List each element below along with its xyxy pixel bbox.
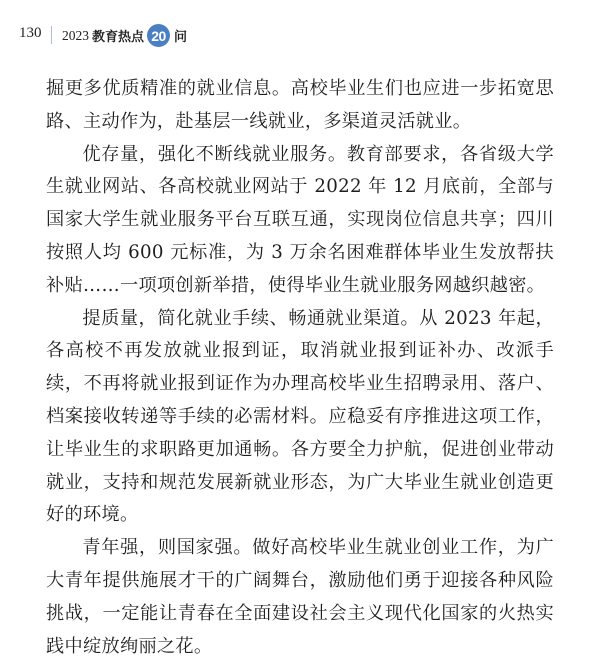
body-text (46, 73, 554, 663)
number-badge: 20 (147, 24, 170, 47)
paragraph-3: 提质量，简化就业手续、畅通就业渠道。从 2023 年起，各高校不再发放就业报到证，取消就业报到证补办、改派手续，不再将就业报到证作为办理高校毕业生招聘录用、落户、档案接收转递等手续的必需材料。应稳妥有序推进这项工作，让毕业生的求职路更加通畅。各方要全力护航，促进创业带动就业，支持和规范发展新就业形态，为广大毕业生就业创造更好的环境。 (46, 307, 554, 526)
header-divider (51, 26, 52, 44)
paragraph-1: 掘更多优质精准的就业信息。高校毕业生们也应进一步拓宽思路、主动作为，赴基层一线就业，多渠道灵活就业。 (46, 78, 554, 132)
book-title (62, 24, 187, 47)
running-header (0, 22, 600, 48)
book-title-suffix: 问 (174, 29, 188, 44)
paragraph-4: 青年强，则国家强。做好高校毕业生就业创业工作，为广大青年提供施展才干的广阔舞台，激励他们勇于迎接各种风险挑战，一定能让青春在全面建设社会主义现代化国家的火热实践中绽放绚丽之花。 (46, 537, 554, 657)
paragraph-2: 优存量，强化不断线就业服务。教育部要求，各省级大学生就业网站、各高校就业网站于 2022 年 12 月底前，全部与国家大学生就业服务平台互联互通，实现岗位信息共享；四川按照人均 600 元标准，为 3 万余名困难群体毕业生发放帮扶补贴……一项项创新举措，使得毕业生就业服务网越织越密。 (46, 143, 554, 296)
book-title-year: 2023 (62, 27, 89, 43)
book-title-prefix: 教育热点 (92, 29, 145, 44)
page-number: 130 (19, 25, 42, 41)
